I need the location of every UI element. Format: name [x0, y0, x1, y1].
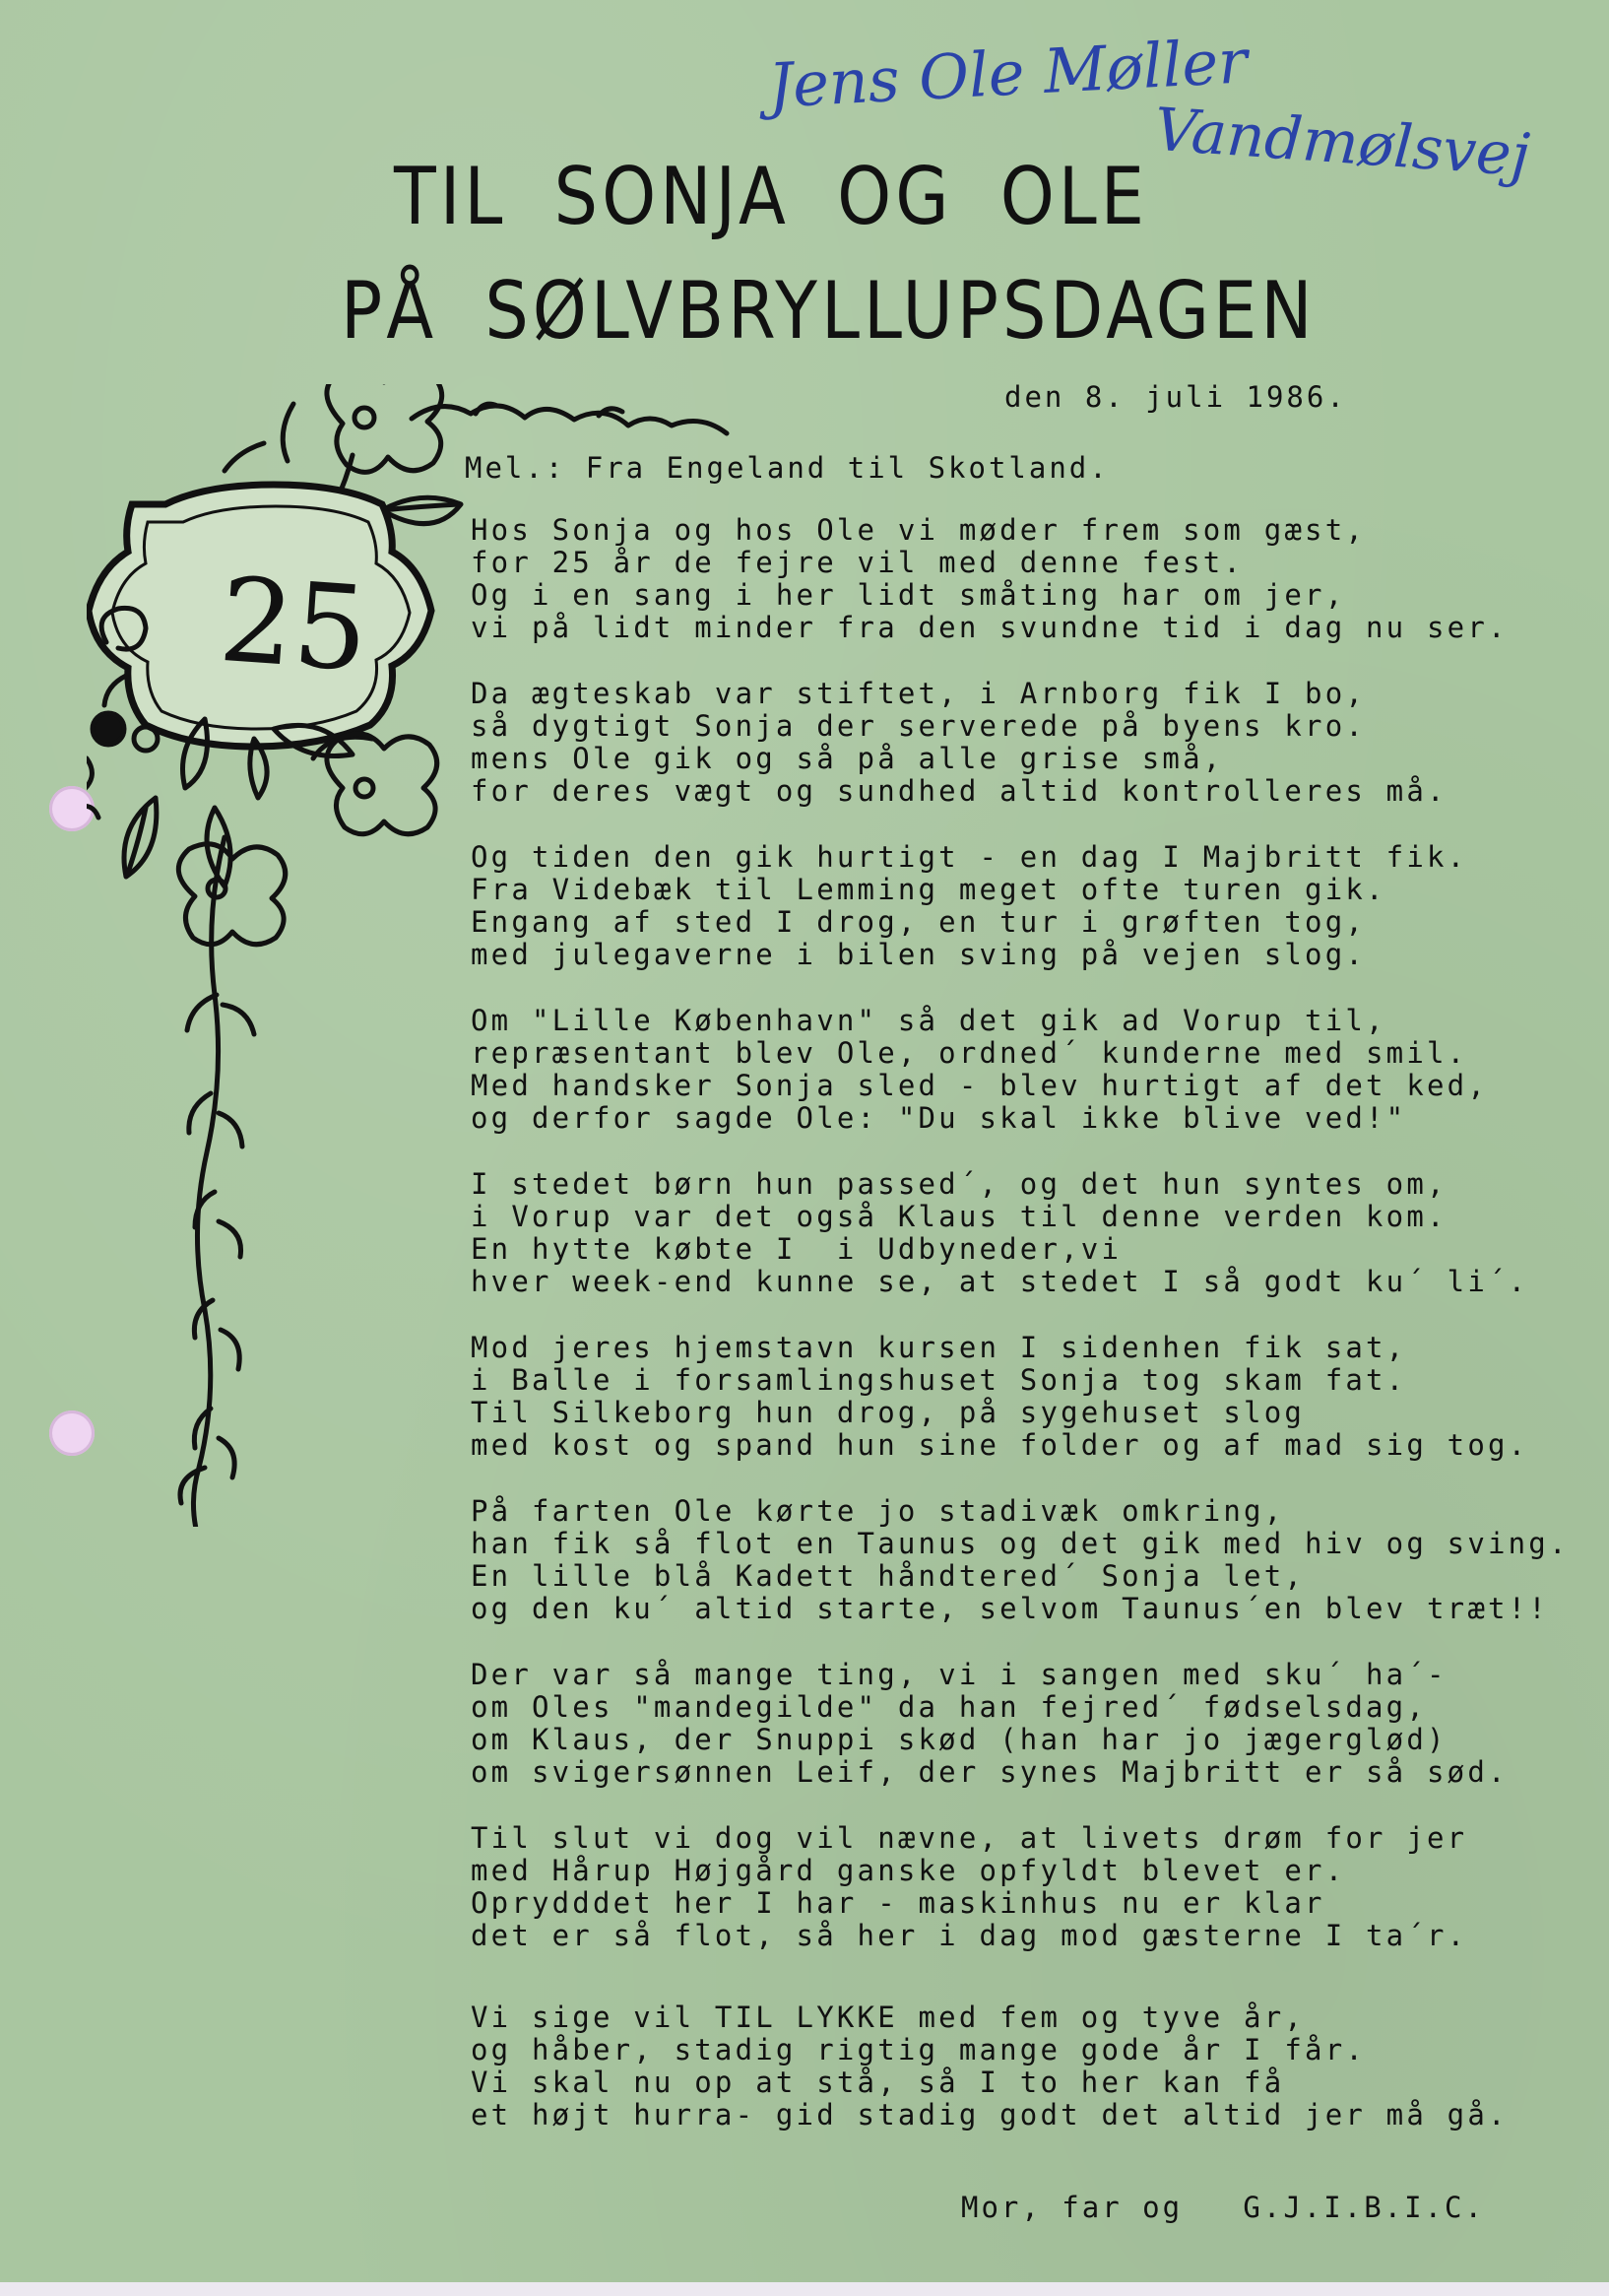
- song-verses: [471, 514, 1583, 2165]
- verse-line: og håber, stadig rigtig mange gode år I får.: [471, 2033, 1367, 2066]
- verse-line: han fik så flot en Taunus og det gik med hiv og sving.: [471, 1527, 1570, 1560]
- letter-date: den 8. juli 1986.: [1004, 380, 1347, 414]
- verse-line: og derfor sagde Ole: "Du skal ikke blive ved!": [471, 1101, 1407, 1135]
- verse-line: i Vorup var det også Klaus til denne verden kom.: [471, 1200, 1448, 1233]
- verse-line: det er så flot, så her i dag mod gæsterne I ta´r.: [471, 1919, 1468, 1952]
- verse-line: Og tiden den gik hurtigt - en dag I Majbritt fik.: [471, 840, 1468, 874]
- verse-line: Da ægteskab var stiftet, i Arnborg fik I bo,: [471, 677, 1367, 710]
- verse-line: Vi skal nu op at stå, så I to her kan få: [471, 2066, 1285, 2099]
- handwritten-name: Jens Ole Møller: [766, 25, 1250, 122]
- handwritten-address: Vandmølsvej: [1152, 95, 1532, 191]
- verse-line: En hytte købte I i Udbyneder,vi: [471, 1232, 1123, 1266]
- verse-line: Til slut vi dog vil nævne, at livets drøm for jer: [471, 1821, 1468, 1855]
- title-line-2: PÅ SØLVBRYLLUPSDAGEN: [341, 264, 1317, 358]
- verse: [471, 1822, 1583, 1952]
- verse-line: om svigersønnen Leif, der synes Majbritt er så sød.: [471, 1755, 1509, 1789]
- verse-line: Med handsker Sonja sled - blev hurtigt af det ked,: [471, 1069, 1488, 1102]
- verse-line: På farten Ole kørte jo stadivæk omkring,: [471, 1494, 1285, 1528]
- verse-line: og den ku´ altid starte, selvom Taunus´en blev træt!!: [471, 1592, 1549, 1625]
- verse-line: hver week-end kunne se, at stedet I så godt ku´ li´.: [471, 1265, 1529, 1298]
- verse-line: med julegaverne i bilen sving på vejen slog.: [471, 938, 1367, 971]
- title-line-1: TIL SONJA OG OLE: [394, 150, 1149, 243]
- verse-line: med Hårup Højgård ganske opfyldt blevet er.: [471, 1854, 1346, 1887]
- verse-line: om Oles "mandegilde" da han fejred´ fødselsdag,: [471, 1690, 1427, 1724]
- page-bottom-edge: [0, 2282, 1609, 2296]
- verse-line: mens Ole gik og så på alle grise små,: [471, 742, 1224, 775]
- verse: [471, 514, 1583, 644]
- verse: [471, 1005, 1583, 1135]
- verse-line: Om "Lille København" så det gik ad Vorup til,: [471, 1004, 1386, 1037]
- verse: [471, 841, 1583, 971]
- verse-line: Hos Sonja og hos Ole vi møder frem som gæst,: [471, 513, 1367, 547]
- verse-line: for 25 år de fejre vil med denne fest.: [471, 546, 1245, 579]
- verse-line: repræsentant blev Ole, ordned´ kunderne med smil.: [471, 1036, 1468, 1070]
- verse-line: for deres vægt og sundhed altid kontrolleres må.: [471, 774, 1448, 808]
- verse-line: Og i en sang i her lidt småting har om jer,: [471, 578, 1346, 612]
- verse-line: Fra Videbæk til Lemming meget ofte turen gik.: [471, 873, 1386, 906]
- verse-line: Engang af sted I drog, en tur i grøften tog,: [471, 905, 1367, 939]
- verse: [471, 1332, 1583, 1462]
- verse: [471, 1495, 1583, 1625]
- anniversary-number: 25: [215, 551, 373, 698]
- verse: [471, 1659, 1583, 1789]
- verse-line: om Klaus, der Snuppi skød (han har jo jægerglød): [471, 1723, 1448, 1756]
- verse-line: vi på lidt minder fra den svundne tid i dag nu ser.: [471, 611, 1509, 644]
- verse-line: Mod jeres hjemstavn kursen I sidenhen fik sat,: [471, 1331, 1407, 1364]
- verse-line: med kost og spand hun sine folder og af mad sig tog.: [471, 1428, 1529, 1462]
- melody-line: Mel.: Fra Engeland til Skotland.: [465, 451, 1110, 485]
- verse-line: Vi sige vil TIL LYKKE med fem og tyve år,: [471, 2001, 1306, 2034]
- verse-line: Der var så mange ting, vi i sangen med sku´ ha´-: [471, 1658, 1448, 1691]
- verse: [471, 2001, 1583, 2132]
- signoff: Mor, far og G.J.I.B.I.C.: [961, 2191, 1485, 2224]
- verse-line: Til Silkeborg hun drog, på sygehuset slog: [471, 1396, 1306, 1429]
- verse-line: I stedet børn hun passed´, og det hun syntes om,: [471, 1167, 1448, 1201]
- verse-line: Oprydddet her I har - maskinhus nu er klar: [471, 1886, 1325, 1920]
- verse: [471, 1168, 1583, 1298]
- verse: [471, 678, 1583, 808]
- verse-line: et højt hurra- gid stadig godt det altid jer må gå.: [471, 2098, 1509, 2132]
- verse-line: så dygtigt Sonja der serverede på byens kro.: [471, 709, 1367, 743]
- verse-line: En lille blå Kadett håndtered´ Sonja let,: [471, 1559, 1306, 1593]
- verse-line: i Balle i forsamlingshuset Sonja tog skam fat.: [471, 1363, 1407, 1397]
